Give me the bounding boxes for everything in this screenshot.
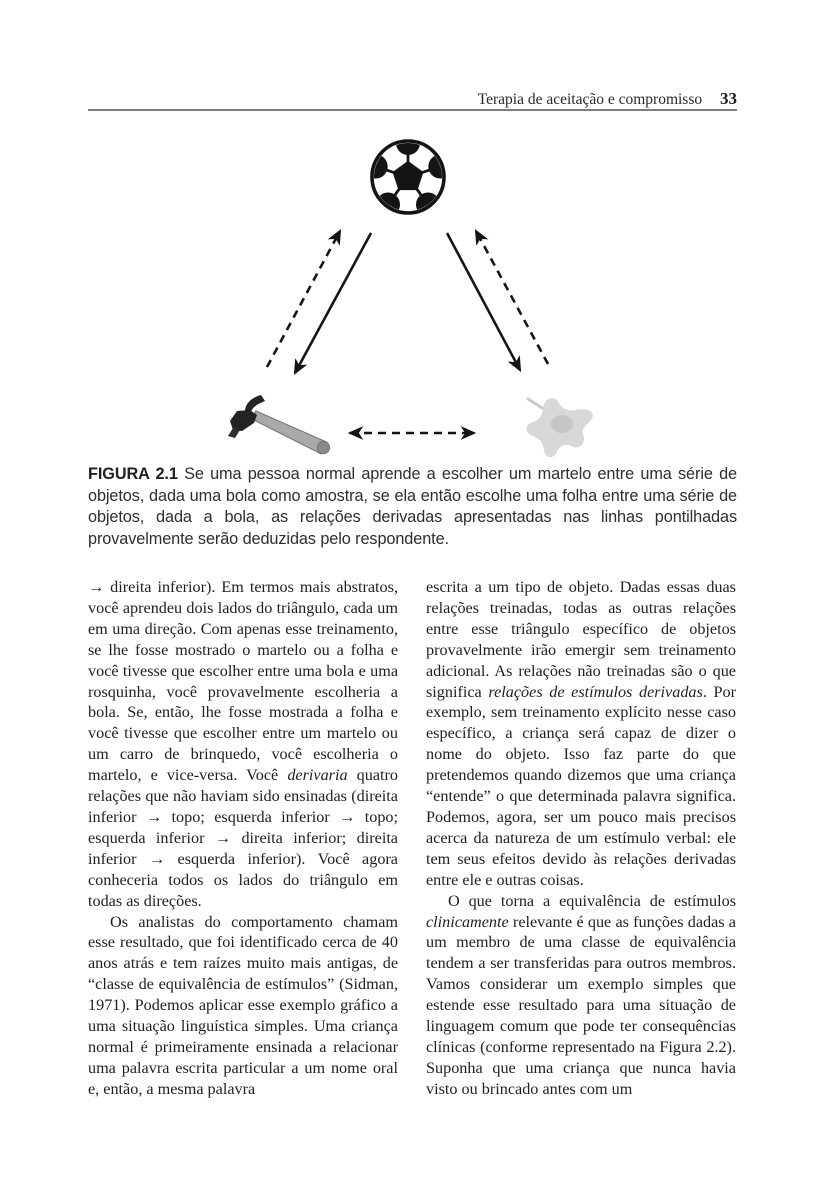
paragraph: O que torna a equivalência de estímulos clinicamente relevante é que as funções dadas a um membro de uma classe de equivalência tendem a ser transferidas para outros membros. Vamos considerar um exemplo simples que estende esse resultado para uma situação de linguagem comum que pode ter consequências clínicas (conforme representado na Figura 2.2). Suponha que uma criança que nunca havia visto ou brincado antes com um: [426, 891, 736, 1098]
body-text: [88, 577, 737, 1100]
hammer-icon: [228, 395, 330, 454]
paragraph: → direita inferior). Em termos mais abstratos, você aprendeu dois lados do triângulo, cada um em uma direção. Com apenas esse treinamento, se lhe fosse mostrado o martelo ou a folha e você tivesse que escolher entre uma bola e uma rosquinha, você provavelmente escolheria a bola. Se, então, lhe fosse mostrada a folha e você tivesse que escolher entre um martelo ou um carro de brinquedo, você escolheria o martelo, e vice-versa. Você derivaria quatro relações que não haviam sido ensinadas (direita inferior → topo; esquerda inferior → topo; esquerda inferior → direita inferior; direita inferior → esquerda inferior). Você agora conheceria todos os lados do triângulo em todas as direções.: [88, 578, 398, 910]
running-title: Terapia de aceitação e compromisso: [477, 91, 703, 108]
figure-2-1-diagram: [87, 128, 737, 462]
text-column-right: [426, 577, 736, 1100]
dashed-arrow-leaf-to-ball: [476, 231, 548, 364]
solid-arrow-ball-to-hammer: [295, 233, 371, 373]
dashed-arrow-hammer-to-ball: [267, 231, 340, 367]
figure-caption: [88, 464, 737, 550]
solid-arrow-ball-to-leaf: [447, 233, 520, 370]
equivalence-triangle-svg: [87, 128, 737, 462]
paragraph: Os analistas do comportamento chamam esse resultado, que foi identificado cerca de 40 anos atrás e tem raízes muito mais antigas, de “classe de equivalência de estímulos” (Sidman, 1971). Podemos aplicar esse exemplo gráfico a uma situação linguística simples. Uma criança normal é primeiramente ensinada a relacionar uma palavra escrita particular a um nome oral e, então, a mesma palavra: [88, 912, 398, 1098]
text-column-left: [88, 577, 398, 1100]
leaf-icon: [527, 398, 593, 457]
running-head: [88, 90, 737, 109]
figure-caption-label: FIGURA 2.1: [88, 465, 178, 483]
page-number: 33: [720, 89, 737, 108]
paragraph: escrita a um tipo de objeto. Dadas essas duas relações treinadas, todas as outras relações entre esse triângulo específico de objetos provavelmente irão emergir sem treinamento adicional. As relações não treinadas são o que significa relações de estímulos derivadas. Por exemplo, sem treinamento explícito nesse caso específico, a criança será capaz de dizer o nome do objeto. Isso faz parte do que pretendemos quando dizemos que uma criança “entende” o que determinada palavra significa. Podemos, agora, ser um pouco mais precisos acerca da natureza de um estímulo verbal: ele tem seus efeitos devido às relações derivadas entre ele e outras coisas.: [426, 578, 736, 889]
soccer-ball-icon: [364, 131, 453, 217]
figure-caption-text: Se uma pessoa normal aprende a escolher um martelo entre uma série de objetos, dada uma bola como amostra, se ela então escolhe uma folha entre uma série de objetos, dada a bola, as relações derivadas apresentadas nas linhas pontilhadas provavelmente serão deduzidas pelo respondente.: [88, 465, 737, 548]
header-rule: [88, 109, 737, 111]
